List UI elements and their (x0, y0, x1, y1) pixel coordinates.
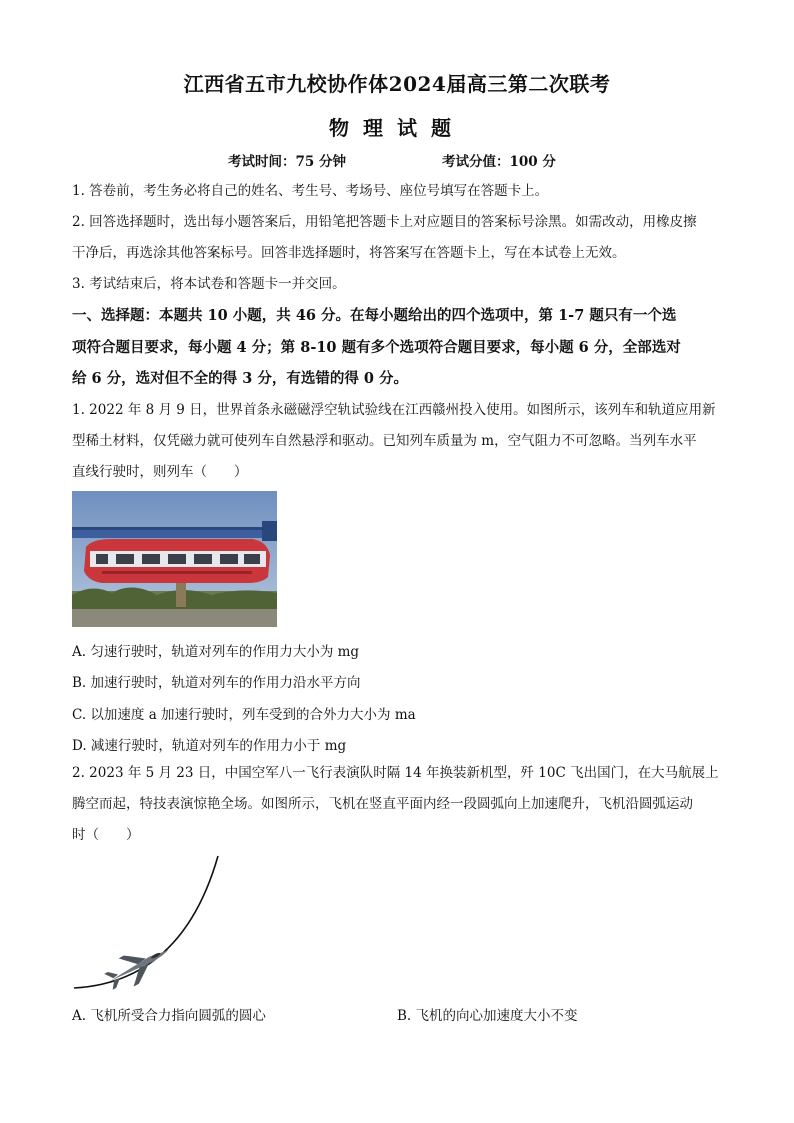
q1-option-b (72, 671, 361, 691)
q2-option-a-text: A. 飞机所受合力指向圆弧的圆心 (72, 1008, 266, 1024)
q1-stem-line-1: 1. 2022 年 8 月 9 日，世界首条永磁磁浮空轨试验线在江西赣州投入使用。如图所示，该列车和轨道应用新 (72, 402, 716, 418)
maglev-train-photo (72, 491, 277, 627)
q1-option-c-text: C. 以加速度 a 加速行驶时，列车受到的合外力大小为 ma (72, 707, 416, 723)
q1-option-c (72, 703, 416, 723)
instruction-1: 1. 答卷前，考生务必将自己的姓名、考生号、考场号、座位号填写在答题卡上。 (72, 183, 549, 199)
instruction-2: 2. 回答选择题时，选出每小题答案后，用铅笔把答题卡上对应题目的答案标号涂黑。如需改动，用橡皮擦 (72, 214, 697, 230)
q2-stem-line-2: 腾空而起，特技表演惊艳全场。如图所示，飞机在竖直平面内经一段圆弧向上加速爬升，飞机沿圆弧运动 (72, 796, 693, 812)
q2-stem-line-3: 时（ ） (72, 827, 140, 843)
section-heading-line-1: 一、选择题：本题共 10 小题，共 46 分。在每小题给出的四个选项中，第 1-7 题只有一个选 (72, 307, 677, 324)
subject-title: 物理试题 (329, 116, 465, 140)
jet-arc-figure (72, 852, 232, 992)
exam-time: 考试时间：75 分钟 (228, 154, 346, 170)
q1-option-d (72, 734, 346, 754)
q1-stem-line-3: 直线行驶时，则列车（ ） (72, 464, 248, 480)
q1-option-d-text: D. 减速行驶时，轨道对列车的作用力小于 mg (72, 738, 347, 754)
q1-option-b-text: B. 加速行驶时，轨道对列车的作用力沿水平方向 (72, 675, 361, 691)
exam-score: 考试分值：100 分 (442, 154, 556, 170)
exam-title: 江西省五市九校协作体2024届高三第二次联考 (183, 72, 611, 96)
instruction-3: 3. 考试结束后，将本试卷和答题卡一并交回。 (72, 276, 346, 292)
q1-stem-line-2: 型稀土材料，仅凭磁力就可使列车自然悬浮和驱动。已知列车质量为 m，空气阻力不可忽略。当列车水平 (72, 433, 697, 449)
instruction-2-cont: 干净后，再选涂其他答案标号。回答非选择题时，将答案写在答题卡上，写在本试卷上无效。 (72, 245, 626, 261)
q1-option-a (72, 640, 359, 660)
section-heading-line-3: 给 6 分，选对但不全的得 3 分，有选错的得 0 分。 (72, 370, 409, 387)
q2-stem-line-1: 2. 2023 年 5 月 23 日，中国空军八一飞行表演队时隔 14 年换装新机型，歼 10C 飞出国门，在大马航展上 (72, 765, 719, 781)
q2-option-b-text: B. 飞机的向心加速度大小不变 (397, 1008, 578, 1024)
q2-option-a (72, 1004, 266, 1024)
q1-option-a-text: A. 匀速行驶时，轨道对列车的作用力大小为 mg (72, 644, 360, 660)
q2-option-b (397, 1004, 578, 1024)
section-heading-line-2: 项符合题目要求，每小题 4 分；第 8-10 题有多个选项符合题目要求，每小题 6 分，全部选对 (72, 339, 681, 356)
